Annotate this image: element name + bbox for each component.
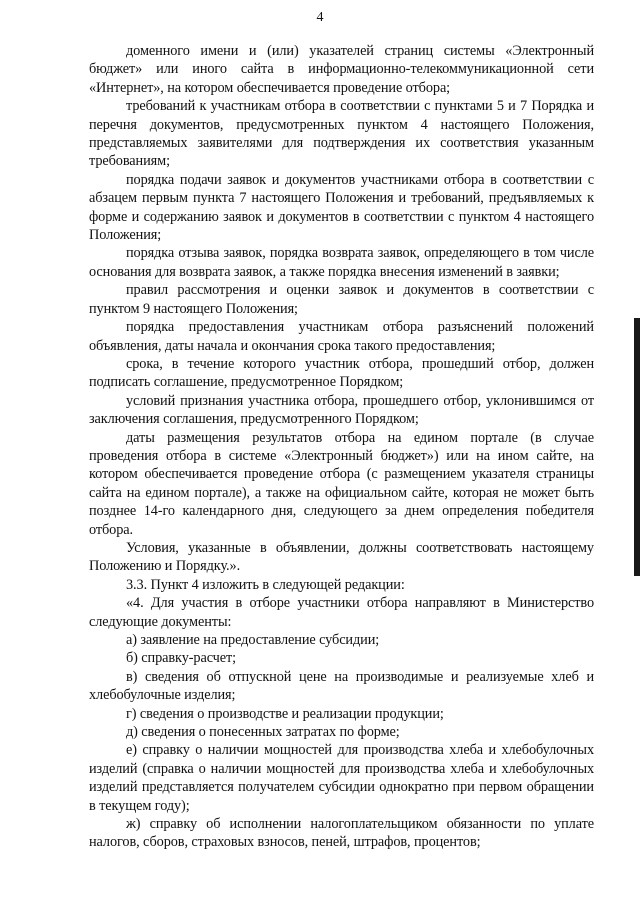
paragraph: условий признания участника отбора, прошедшего отбор, уклонившимся от заключения соглашения, предусмотренного Порядком; <box>89 392 594 428</box>
page-number: 4 <box>316 10 324 25</box>
paragraph: даты размещения результатов отбора на едином портале (в случае проведения отбора в системе «Электронный бюджет») или на ином сайте, на котором обеспечивается проведение отбора (с размещением указателя страницы сайта на едином портале), а также на официальном сайте, которая не может быть позднее 14-го календарного дня, следующего за днем определения победителя отбора. <box>89 429 594 538</box>
document-body <box>89 42 594 852</box>
paragraph: 3.3. Пункт 4 изложить в следующей редакции: <box>126 576 405 593</box>
list-item: а) заявление на предоставление субсидии; <box>126 632 380 648</box>
paragraph: срока, в течение которого участник отбора, прошедший отбор, должен подписать соглашение, предусмотренное Порядком; <box>89 355 594 391</box>
list-item: д) сведения о понесенных затратах по форме; <box>126 724 400 741</box>
paragraph: требований к участникам отбора в соответствии с пунктами 5 и 7 Порядка и перечня документов, предусмотренных пунктом 4 настоящего Положения, представляемых заявителями для подтверждения их соответствия указанным требованиям; <box>89 98 594 170</box>
list-item: е) справку о наличии мощностей для производства хлеба и хлебобулочных изделий (справка о наличии мощностей для производства хлеба и хлебобулочных изделий представляется получателем субсидии однократно при первом обращении в текущем году); <box>89 742 594 814</box>
list-item: в) сведения об отпускной цене на производимые и реализуемые хлеб и хлебобулочные изделия; <box>89 668 594 704</box>
list-item: ж) справку об исполнении налогоплательщиком обязанности по уплате налогов, сборов, страховых взносов, пеней, штрафов, процентов; <box>89 816 594 851</box>
list-item: б) справку-расчет; <box>126 650 237 667</box>
paragraph: доменного имени и (или) указателей страниц системы «Электронный бюджет» или иного сайта в информационно-телекоммуникационной сети «Интернет», на котором обеспечивается проведение отбора; <box>89 43 594 96</box>
paragraph: порядка предоставления участникам отбора разъяснений положений объявления, даты начала и окончания срока такого предоставления; <box>89 319 594 354</box>
list-item: г) сведения о производстве и реализации продукции; <box>126 705 444 722</box>
scan-edge-bar <box>634 318 640 576</box>
paragraph: порядка отзыва заявок, порядка возврата заявок, определяющего в том числе основания для возврата заявок, а также порядка внесения изменений в заявки; <box>89 245 594 280</box>
paragraph: «4. Для участия в отборе участники отбора направляют в Министерство следующие документы: <box>89 595 594 630</box>
paragraph: порядка подачи заявок и документов участниками отбора в соответствии с абзацем первым пункта 7 настоящего Положения и требований, предъявляемых к форме и содержанию заявок и документов в соответствии с пунктом 4 настоящего Положения; <box>89 171 594 244</box>
paragraph: правил рассмотрения и оценки заявок и документов в соответствии с пунктом 9 настоящего Положения; <box>89 282 594 317</box>
paragraph: Условия, указанные в объявлении, должны соответствовать настоящему Положению и Порядку.». <box>89 539 594 575</box>
